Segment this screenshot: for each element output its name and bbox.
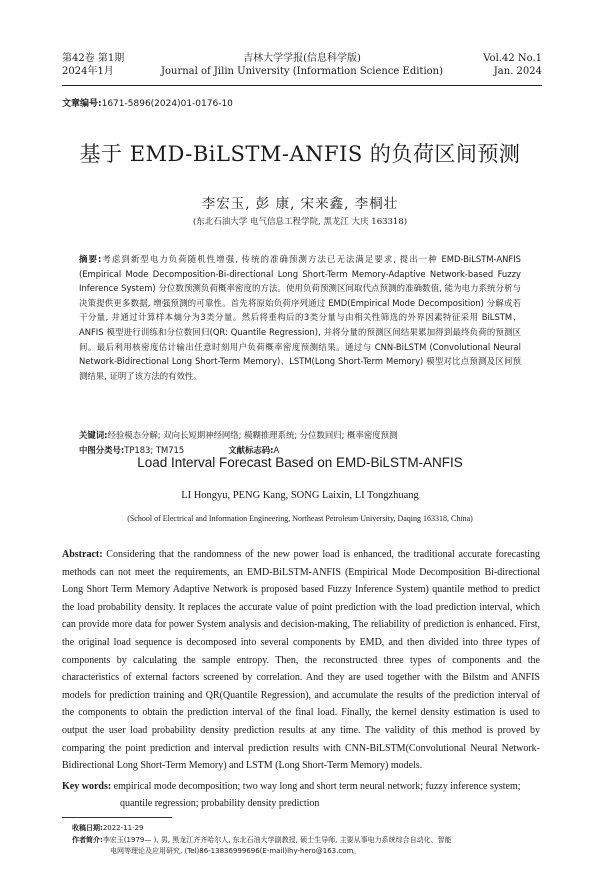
- footnote: [72, 823, 540, 858]
- received-date: [72, 823, 540, 835]
- paper-title-zh: 基于 EMD-BiLSTM-ANFIS 的负荷区间预测: [79, 142, 521, 166]
- abstract-zh-label: 摘要:: [79, 254, 102, 264]
- authors-en: LI Hongyu, PENG Kang, SONG Laixin, LI Tongzhuang: [181, 490, 419, 501]
- affiliation-zh: (东北石油大学 电气信息工程学院, 黑龙江 大庆 163318): [192, 217, 408, 227]
- clc-value: TP183; TM715: [124, 445, 185, 455]
- volume-issue-zh: 第42卷 第1期: [62, 53, 125, 64]
- abstract-zh: [79, 252, 521, 383]
- abstract-en: [62, 546, 540, 775]
- footnote-divider: [62, 817, 172, 818]
- abstract-en-label: Abstract:: [62, 549, 103, 560]
- article-number-value: 1671-5896(2024)01-0176-10: [101, 99, 233, 109]
- keywords-en-label: Key words:: [62, 781, 112, 792]
- received-value: 2022-11-29: [102, 824, 144, 832]
- volume-issue-en: Vol.42 No.1: [483, 53, 542, 64]
- doc-code-label: 文献标志码:: [228, 445, 274, 455]
- author-bio-label: 作者简介:: [72, 835, 103, 844]
- keywords-en-text: empirical mode decomposition; two way long and short term neural network; fuzzy inference system; quantile regression; probability density prediction: [113, 781, 521, 809]
- keywords-en: [62, 778, 540, 812]
- clc-label: 中图分类号:: [79, 445, 125, 455]
- authors-zh: 李宏玉, 彭 康, 宋来鑫, 李桐壮: [201, 196, 399, 212]
- author-bio-continued: 电网等理论及应用研究, (Tel)86-13836999696(E-mail)lhy-hero@163.com。: [110, 847, 361, 855]
- article-number-label: 文章编号:: [62, 99, 102, 109]
- keywords-zh-label: 关键词:: [79, 430, 108, 440]
- keywords-zh-text: 经验模态分解; 双向长短期神经网络; 模糊推理系统; 分位数回归; 概率密度预测: [107, 430, 398, 440]
- abstract-en-text: Considering that the randomness of the new power load is enhanced, the traditional accurate forecasting methods can not meet the requirements, an EMD-BiLSTM-ANFIS (Empirical Mode Decomposition Bi-directional Long Short Term Memory Adaptive Network is proposed based Fuzzy Inference System) quantile method to predict the load probability density. It replaces the accurate value of point prediction with the load prediction interval, which can provide more data for power System analysis and decision-making, The reliability of prediction is enhanced. First, the original load sequence is decomposed into several components by EMD, and then divided into three types of components by calculating the sample entropy. Then, the reconstructed three types of components and the characteristics of external factors screened by correlation. And they are used together with the Bilstm and ANFIS models for prediction training and QR(Quantile Regression), and accumulate the results of the prediction interval of the components to obtain the prediction interval of the final load. Finally, the kernel density estimation is used to output the user load probability density prediction results at any time. The validity of this method is proved by comparing the point prediction and interval prediction results with CNN-BiLSTM(Convolutional Neural Network-Bidirectional Long Short-Term Memory) and LSTM (Long Short-Term Memory) models.: [62, 549, 540, 772]
- doc-code-value: A: [273, 445, 280, 455]
- author-bio-text: 李宏玉(1979— ), 男, 黑龙江齐齐哈尔人, 东北石油大学副教授, 硕士生导师, 主要从事电力系统综合自动化、智能: [102, 835, 452, 844]
- journal-header: [62, 52, 542, 86]
- journal-name: [62, 52, 542, 78]
- journal-name-en: Journal of Jilin University (Information Science Edition): [160, 66, 444, 77]
- journal-name-zh: 吉林大学学报(信息科学版): [243, 53, 361, 64]
- author-bio: [72, 835, 540, 847]
- affiliation-en: (School of Electrical and Information Engineering, Northeast Petroleum University, Daqing 163318, China): [127, 514, 473, 523]
- article-number: [62, 96, 233, 109]
- received-label: 收稿日期:: [72, 824, 103, 832]
- date-en: Jan. 2024: [493, 66, 542, 77]
- issue-info-en: [483, 52, 542, 78]
- keywords-zh: [79, 428, 521, 443]
- abstract-zh-text: 考虑到新型电力负荷随机性增强, 传统的准确预测方法已无法满足要求, 提出一种 EMD-BiLSTM-ANFIS (Empirical Mode Decomposition-Bi-directional Long Short-Term Memory-Adaptive Network-based Fuzzy Inference System) 分位数预测负荷概率密度的方法。使用负荷预测区间取代点预测的准确数值, 能为电力系统分析与决策提供更多数据, 增强预测的可靠性。首先将原始负荷序列通过 EMD(Empirical Mode Decomposition) 分解成若干分量, 并通过计算样本熵分为3类分量。然后将重构后的3类分量与由相关性筛选的外界因素特征采用 BiLSTM、ANFIS 模型进行训练和分位数回归(QR: Quantile Regression), 并将分量的预测区间结果累加得到最终负荷的预测区间。最后利用核密度估计输出任意时刻用户负荷概率密度预测结果。通过与 CNN-BiLSTM (Convolutional Neural Network-Bidirectional Long Short-Term Memory)、LSTM(Long Short-Term Memory) 模型对比点预测及区间预测结果, 证明了该方法的有效性。: [79, 254, 521, 381]
- paper-title-en: Load Interval Forecast Based on EMD-BiLSTM-ANFIS: [137, 455, 463, 470]
- date-zh: 2024年1月: [62, 66, 114, 77]
